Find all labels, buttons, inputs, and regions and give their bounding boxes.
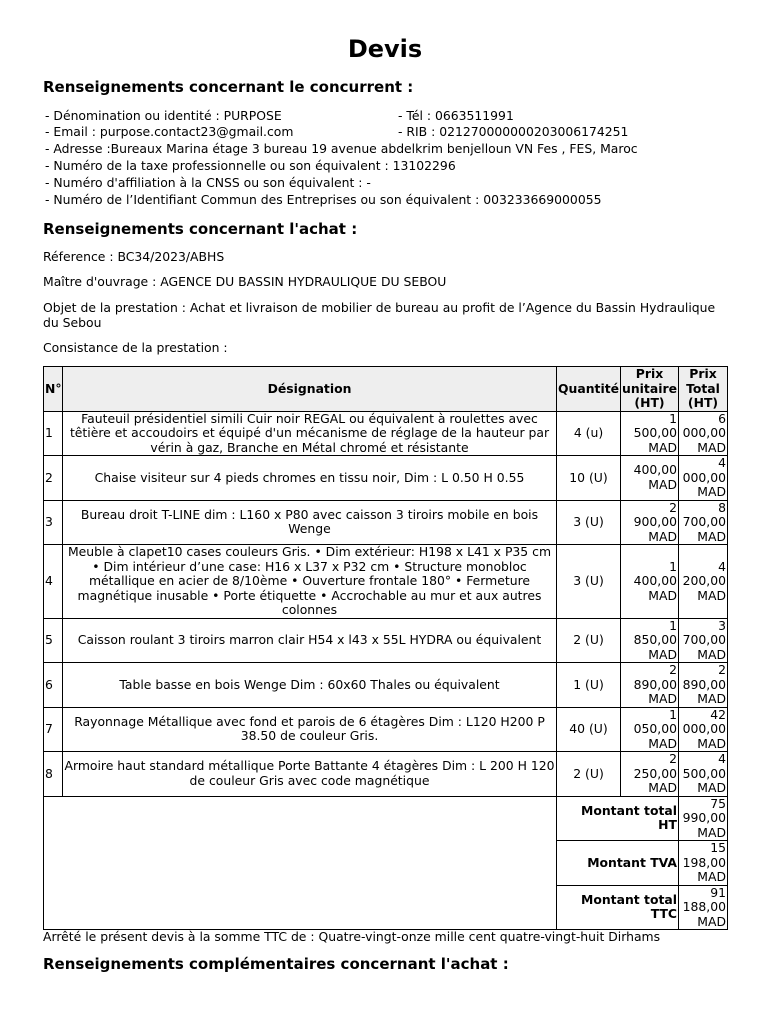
row-prix-total: 4 500,00 MAD: [679, 752, 728, 797]
total-ttc-value: 91 188,00 MAD: [679, 885, 728, 930]
header-num: N°: [44, 367, 63, 412]
row-prix-unitaire: 2 890,00 MAD: [621, 663, 679, 708]
row-quantite: 3 (U): [557, 500, 621, 545]
complementaires-heading: Renseignements complémentaires concernant l'achat :: [43, 955, 509, 973]
table-row: [44, 752, 728, 797]
table-row: [44, 618, 728, 663]
total-ttc-label: Montant total TTC: [557, 885, 679, 930]
achat-heading: Renseignements concernant l'achat :: [43, 220, 358, 238]
row-quantite: 40 (U): [557, 707, 621, 752]
consistance-text: Consistance de la prestation :: [43, 340, 228, 355]
header-prix-total: Prix Total (HT): [679, 367, 728, 412]
concurrent-heading: Renseignements concernant le concurrent :: [43, 78, 414, 96]
objet-text: Objet de la prestation : Achat et livraison de mobilier de bureau au profit de l’Agence du Bassin Hydraulique du Sebou: [43, 300, 716, 330]
cnss-text: - Numéro d'affiliation à la CNSS ou son équivalent : -: [45, 175, 371, 190]
document-title: Devis: [347, 35, 423, 63]
table-row: [44, 707, 728, 752]
row-designation: Fauteuil présidentiel simili Cuir noir REGAL ou équivalent à roulettes avec têtière et accoudoirs et équipé d'un mécanisme de réglage de la hauteur par vérin à gaz, Branche en Métal chromé et résistante: [63, 411, 557, 456]
header-quantite: Quantité: [557, 367, 621, 412]
row-prix-total: 42 000,00 MAD: [679, 707, 728, 752]
total-ht-value: 75 990,00 MAD: [679, 796, 728, 841]
arrete-text: Arrêté le présent devis à la somme TTC de : Quatre-vingt-onze mille cent quatre-vingt-huit Dirhams: [43, 929, 661, 944]
maitre-ouvrage-text: Maître d'ouvrage : AGENCE DU BASSIN HYDRAULIQUE DU SEBOU: [43, 274, 447, 289]
row-prix-unitaire: 2 250,00 MAD: [621, 752, 679, 797]
total-ht-row: [44, 796, 728, 841]
row-quantite: 2 (U): [557, 752, 621, 797]
table-row: [44, 500, 728, 545]
row-num: 8: [44, 752, 63, 797]
tel-text: - Tél : 0663511991: [398, 108, 514, 123]
header-prix-unitaire: Prix unitaire (HT): [622, 366, 677, 410]
row-num: 1: [44, 411, 63, 456]
denomination-text: - Dénomination ou identité : PURPOSE: [45, 108, 282, 123]
row-prix-total: 4 000,00 MAD: [679, 456, 728, 501]
row-designation: Meuble à clapet10 cases couleurs Gris. • Dim extérieur: H198 x L41 x P35 cm • Dim intérieur d’une case: H16 x L37 x P32 cm • Structure monobloc métallique en acier de 8/10ème • Ouverture frontale 180° • Fermeture magnétique inusable • Porte étiquette • Accrochable au mur et aux autres colonnes: [63, 545, 557, 619]
concurrent-row-1: [45, 108, 514, 124]
row-quantite: 2 (U): [557, 618, 621, 663]
reference-text: Réference : BC34/2023/ABHS: [43, 249, 225, 264]
header-designation: Désignation: [63, 367, 557, 412]
total-ht-label: Montant total HT: [557, 796, 679, 841]
row-num: 7: [44, 707, 63, 752]
row-prix-total: 6 000,00 MAD: [679, 411, 728, 456]
row-prix-total: 4 200,00 MAD: [679, 545, 728, 619]
row-designation: Table basse en bois Wenge Dim : 60x60 Thales ou équivalent: [63, 663, 557, 708]
row-prix-unitaire: 1 050,00 MAD: [621, 707, 679, 752]
row-num: 2: [44, 456, 63, 501]
table-row: [44, 663, 728, 708]
email-text: - Email : purpose.contact23@gmail.com: [45, 124, 294, 139]
row-num: 5: [44, 618, 63, 663]
totals-blank-cell: [44, 796, 557, 930]
total-tva-label: Montant TVA: [557, 841, 679, 886]
concurrent-row-2: [45, 124, 629, 140]
row-prix-unitaire: 1 500,00 MAD: [621, 411, 679, 456]
row-num: 3: [44, 500, 63, 545]
row-prix-unitaire: 400,00 MAD: [621, 456, 679, 501]
row-quantite: 1 (U): [557, 663, 621, 708]
row-prix-total: 2 890,00 MAD: [679, 663, 728, 708]
row-prix-total: 8 700,00 MAD: [679, 500, 728, 545]
items-table: [43, 366, 728, 930]
table-header-row: [44, 367, 728, 412]
taxe-text: - Numéro de la taxe professionnelle ou son équivalent : 13102296: [45, 158, 456, 173]
table-row: [44, 411, 728, 456]
total-tva-value: 15 198,00 MAD: [679, 841, 728, 886]
row-num: 4: [44, 545, 63, 619]
row-designation: Chaise visiteur sur 4 pieds chromes en tissu noir, Dim : L 0.50 H 0.55: [63, 456, 557, 501]
row-num: 6: [44, 663, 63, 708]
row-quantite: 10 (U): [557, 456, 621, 501]
row-prix-unitaire: 1 400,00 MAD: [621, 545, 679, 619]
rib-text: - RIB : 021270000000203006174251: [398, 124, 629, 139]
row-designation: Armoire haut standard métallique Porte Battante 4 étagères Dim : L 200 H 120 de couleur Gris avec code magnétique: [63, 752, 557, 797]
row-quantite: 4 (u): [557, 411, 621, 456]
row-designation: Caisson roulant 3 tiroirs marron clair H54 x l43 x 55L HYDRA ou équivalent: [63, 618, 557, 663]
row-prix-unitaire: 2 900,00 MAD: [621, 500, 679, 545]
ice-text: - Numéro de l’Identifiant Commun des Entreprises ou son équivalent : 003233669000055: [45, 192, 602, 207]
row-quantite: 3 (U): [557, 545, 621, 619]
row-designation: Bureau droit T-LINE dim : L160 x P80 avec caisson 3 tiroirs mobile en bois Wenge: [63, 500, 557, 545]
table-row: [44, 545, 728, 619]
row-prix-unitaire: 1 850,00 MAD: [621, 618, 679, 663]
row-prix-total: 3 700,00 MAD: [679, 618, 728, 663]
table-row: [44, 456, 728, 501]
row-designation: Rayonnage Métallique avec fond et parois de 6 étagères Dim : L120 H200 P 38.50 de couleur Gris.: [63, 707, 557, 752]
adresse-text: - Adresse :Bureaux Marina étage 3 bureau 19 avenue abdelkrim benjelloun VN Fes , FES, Maroc: [45, 141, 638, 156]
